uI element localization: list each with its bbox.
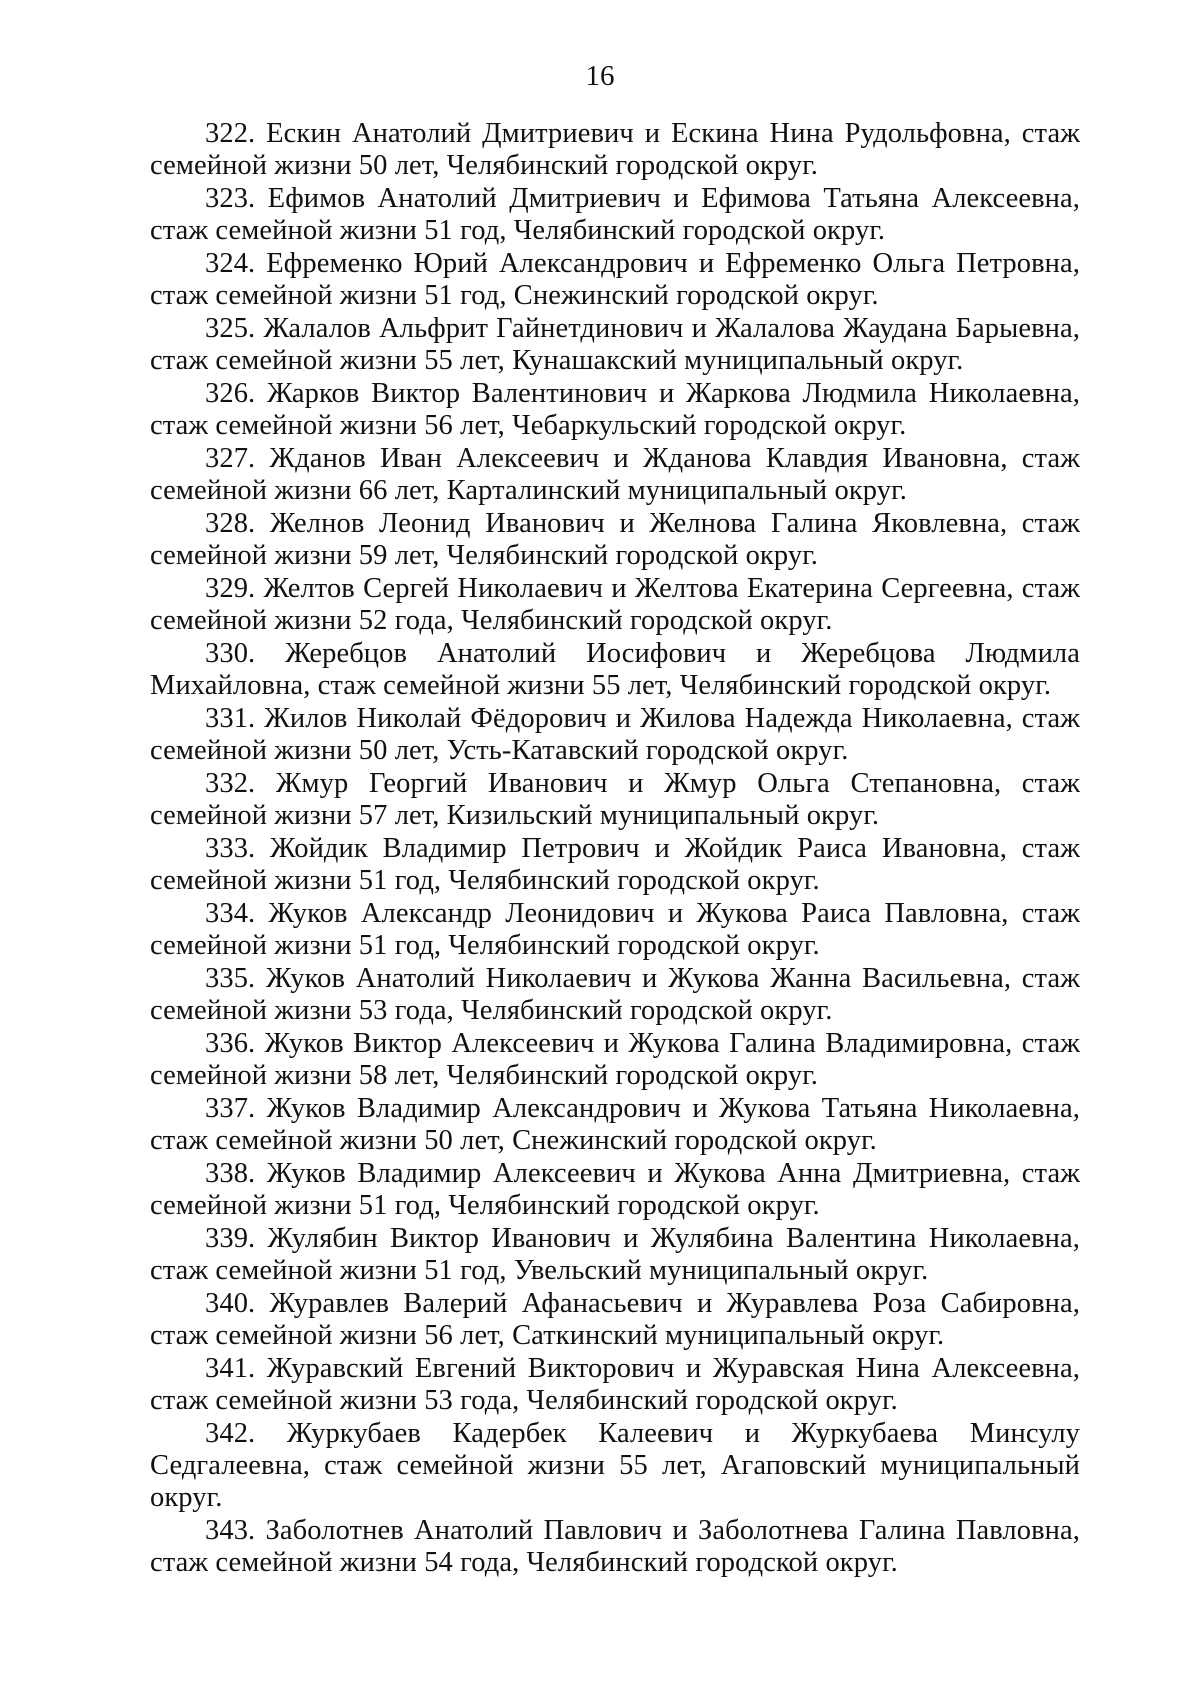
list-item: 332. Жмур Георгий Иванович и Жмур Ольга Степановна, стаж семейной жизни 57 лет, Кизильский муниципальный округ. [150, 768, 1080, 831]
list-item: 333. Жойдик Владимир Петрович и Жойдик Раиса Ивановна, стаж семейной жизни 51 год, Челябинский городской округ. [150, 833, 1080, 896]
list-item: 335. Жуков Анатолий Николаевич и Жукова Жанна Васильевна, стаж семейной жизни 53 года, Челябинский городской округ. [150, 963, 1080, 1026]
list-item: 324. Ефременко Юрий Александрович и Ефременко Ольга Петровна, стаж семейной жизни 51 год, Снежинский городской округ. [150, 248, 1080, 311]
list-item: 337. Жуков Владимир Александрович и Жукова Татьяна Николаевна, стаж семейной жизни 50 лет, Снежинский городской округ. [150, 1093, 1080, 1156]
list-item: 325. Жалалов Альфрит Гайнетдинович и Жалалова Жаудана Барыевна, стаж семейной жизни 55 лет, Кунашакский муниципальный округ. [150, 313, 1080, 376]
list-item: 342. Журкубаев Кадербек Калеевич и Журкубаева Минсулу Седгалеевна, стаж семейной жизни 55 лет, Агаповский муниципальный округ. [150, 1418, 1080, 1513]
list-item: 340. Журавлев Валерий Афанасьевич и Журавлева Роза Сабировна, стаж семейной жизни 56 лет, Саткинский муниципальный округ. [150, 1288, 1080, 1351]
list-item: 343. Заболотнев Анатолий Павлович и Заболотнева Галина Павловна, стаж семейной жизни 54 года, Челябинский городской округ. [150, 1515, 1080, 1578]
list-item: 327. Жданов Иван Алексеевич и Жданова Клавдия Ивановна, стаж семейной жизни 66 лет, Карталинский муниципальный округ. [150, 443, 1080, 506]
list-item: 336. Жуков Виктор Алексеевич и Жукова Галина Владимировна, стаж семейной жизни 58 лет, Челябинский городской округ. [150, 1028, 1080, 1091]
list-item: 331. Жилов Николай Фёдорович и Жилова Надежда Николаевна, стаж семейной жизни 50 лет, Усть-Катавский городской округ. [150, 703, 1080, 766]
list-item: 334. Жуков Александр Леонидович и Жукова Раиса Павловна, стаж семейной жизни 51 год, Челябинский городской округ. [150, 898, 1080, 961]
list-item: 339. Жулябин Виктор Иванович и Жулябина Валентина Николаевна, стаж семейной жизни 51 год, Увельский муниципальный округ. [150, 1223, 1080, 1286]
entry-list [150, 118, 1080, 1580]
list-item: 329. Желтов Сергей Николаевич и Желтова Екатерина Сергеевна, стаж семейной жизни 52 года, Челябинский городской округ. [150, 573, 1080, 636]
list-item: 338. Жуков Владимир Алексеевич и Жукова Анна Дмитриевна, стаж семейной жизни 51 год, Челябинский городской округ. [150, 1158, 1080, 1221]
page-number: 16 [585, 60, 615, 92]
list-item: 323. Ефимов Анатолий Дмитриевич и Ефимова Татьяна Алексеевна, стаж семейной жизни 51 год, Челябинский городской округ. [150, 183, 1080, 246]
list-item: 330. Жеребцов Анатолий Иосифович и Жеребцова Людмила Михайловна, стаж семейной жизни 55 лет, Челябинский городской округ. [150, 638, 1080, 701]
list-item: 322. Ескин Анатолий Дмитриевич и Ескина Нина Рудольфовна, стаж семейной жизни 50 лет, Челябинский городской округ. [150, 118, 1080, 181]
list-item: 341. Журавский Евгений Викторович и Журавская Нина Алексеевна, стаж семейной жизни 53 года, Челябинский городской округ. [150, 1353, 1080, 1416]
list-item: 326. Жарков Виктор Валентинович и Жаркова Людмила Николаевна, стаж семейной жизни 56 лет, Чебаркульский городской округ. [150, 378, 1080, 441]
list-item: 328. Желнов Леонид Иванович и Желнова Галина Яковлевна, стаж семейной жизни 59 лет, Челябинский городской округ. [150, 508, 1080, 571]
